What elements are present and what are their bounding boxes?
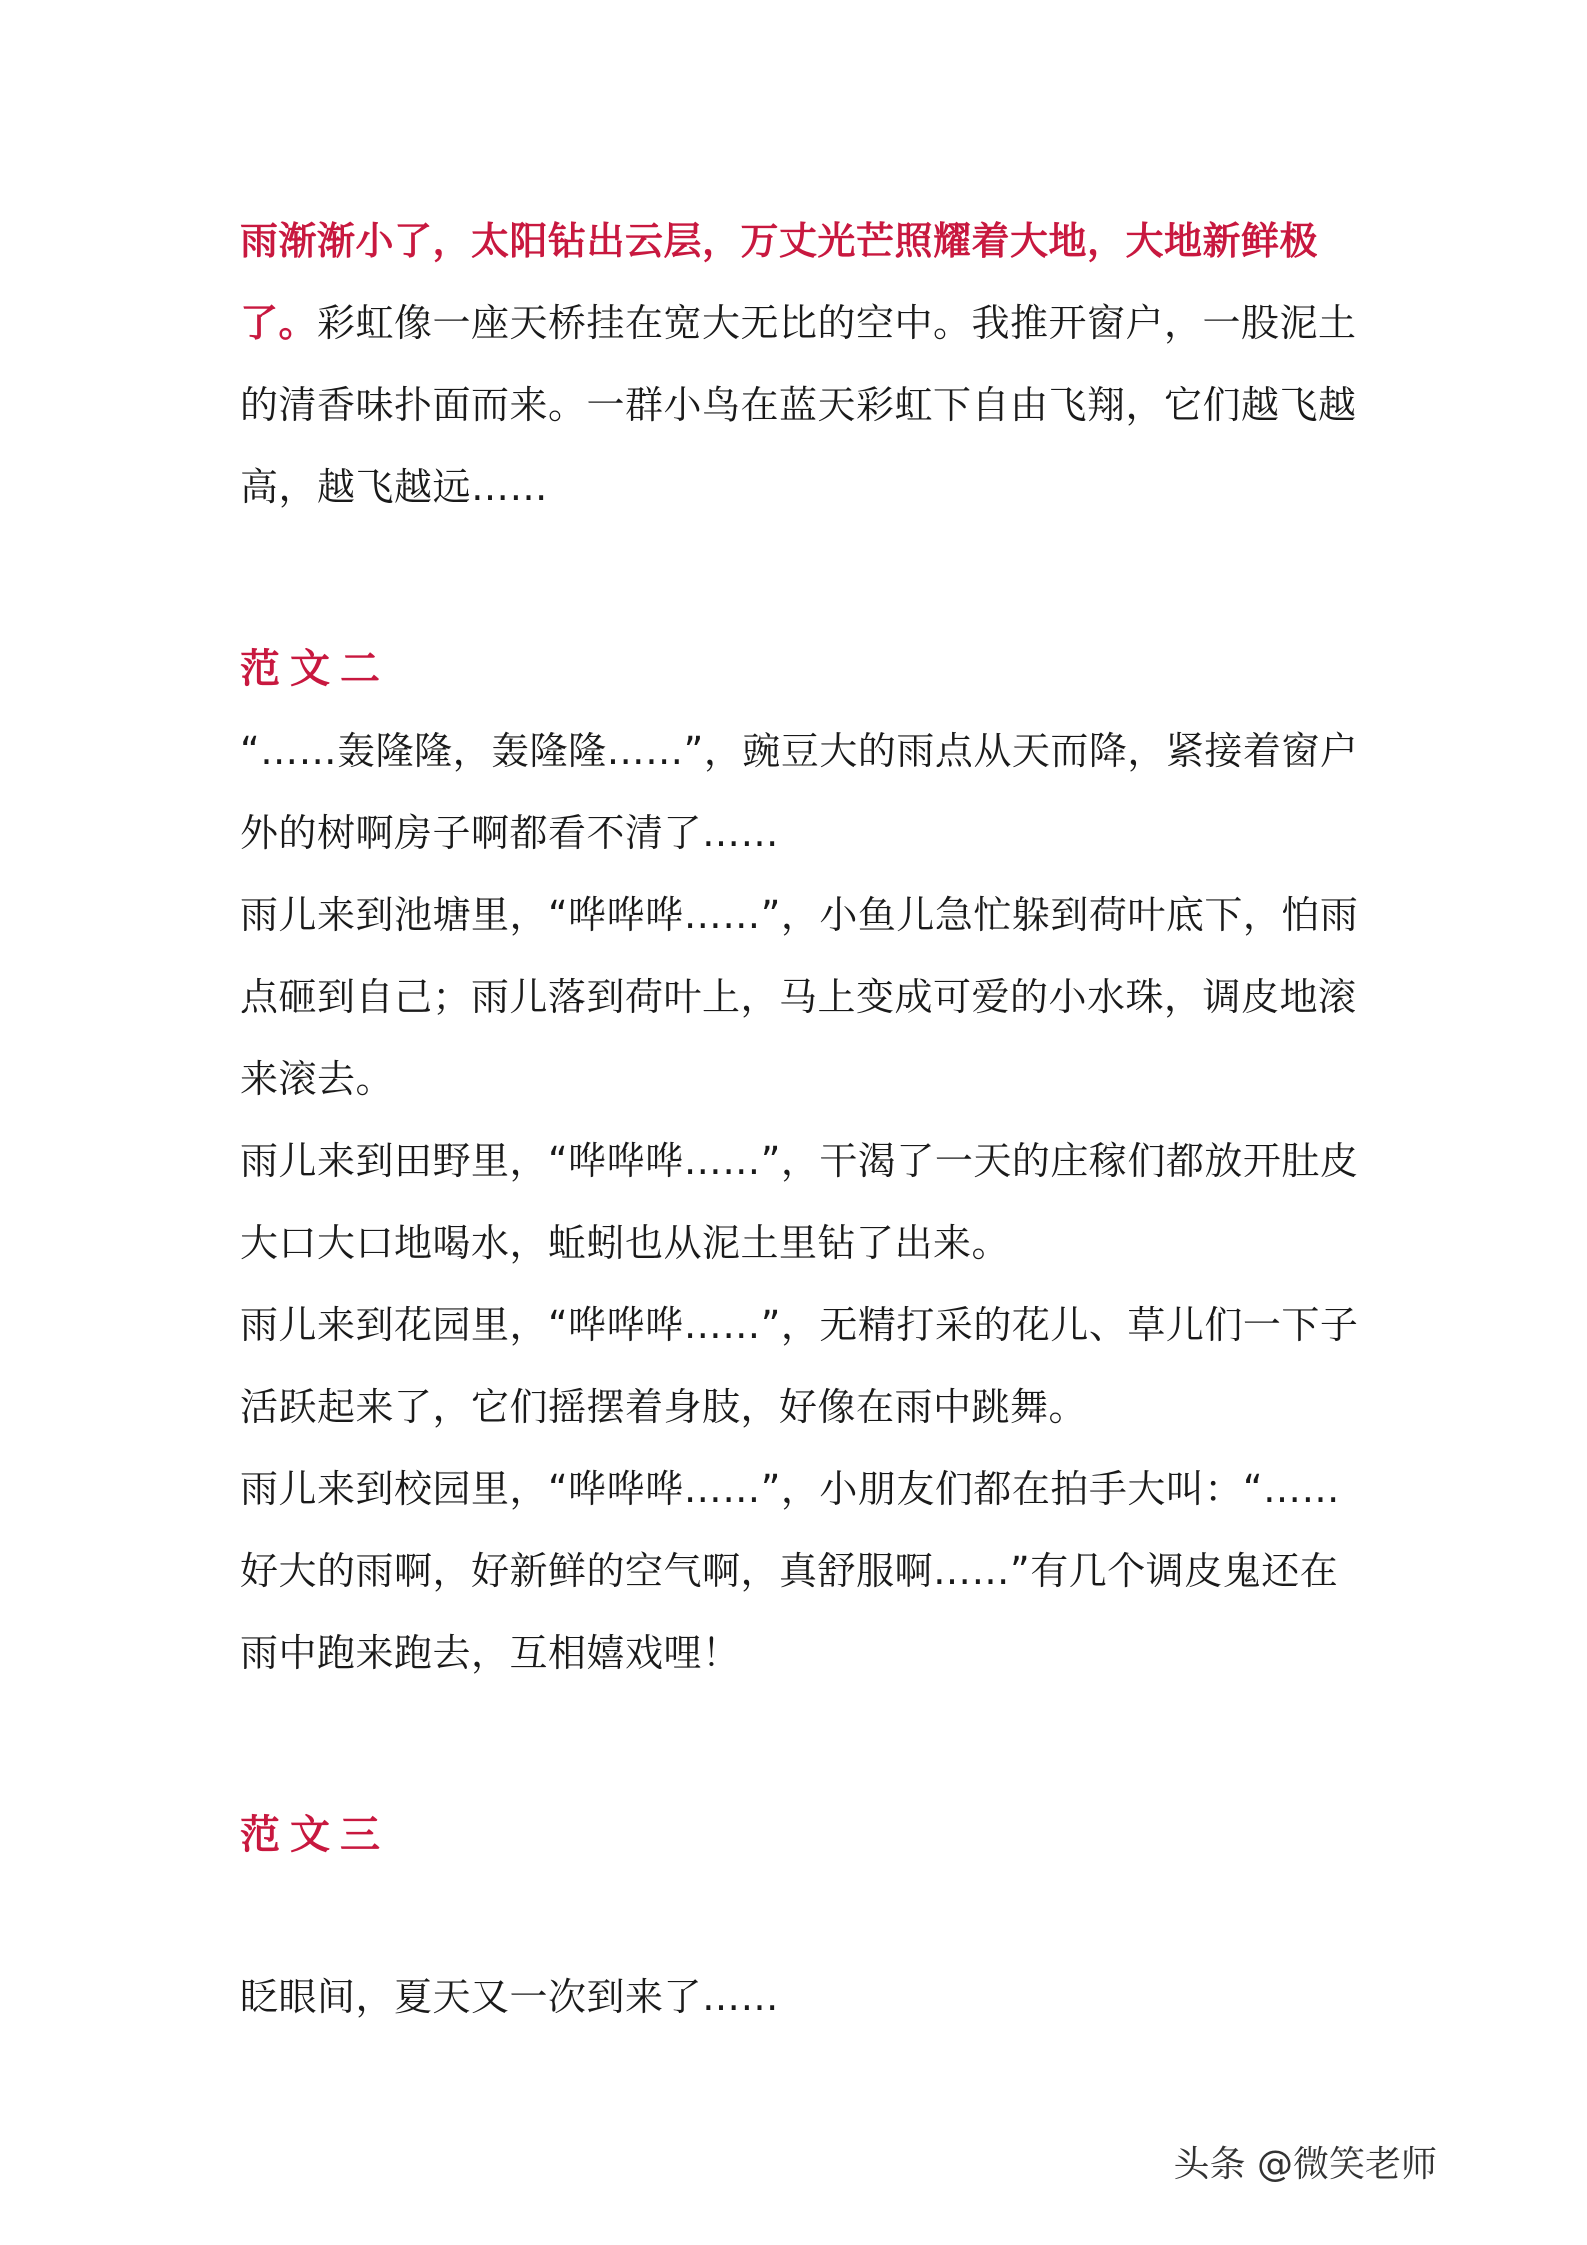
intro-paragraph [240, 200, 1360, 528]
watermark: 头条 @微笑老师 [1173, 2144, 1437, 2185]
section2-paragraph-3: 雨儿来到田野里，“哗哗哗……”，干渴了一天的庄稼们都放开肚皮大口大口地喝水，蚯蚓也从泥土里钻了出来。 [240, 1139, 1359, 1265]
section2-paragraph-4: 雨儿来到花园里，“哗哗哗……”，无精打采的花儿、草儿们一下子活跃起来了，它们摇摆着身肢，好像在雨中跳舞。 [240, 1303, 1359, 1429]
section2-paragraph-1: “……轰隆隆，轰隆隆……”，豌豆大的雨点从天而降，紧接着窗户外的树啊房子啊都看不清了…… [240, 729, 1359, 855]
section2-paragraph-2: 雨儿来到池塘里，“哗哗哗……”，小鱼儿急忙躲到荷叶底下，怕雨点砸到自己；雨儿落到荷叶上，马上变成可爱的小水珠，调皮地滚来滚去。 [240, 893, 1359, 1101]
intro-highlight: 雨渐渐小了，太阳钻出云层，万丈光芒照耀着大地，大地新鲜极了。 [240, 219, 1319, 345]
document-page [240, 200, 1360, 2038]
intro-text: 彩虹像一座天桥挂在宽大无比的空中。我推开窗户，一股泥土的清香味扑面而来。一群小鸟在蓝天彩虹下自由飞翔，它们越飞越高，越飞越远…… [240, 301, 1357, 509]
section-title-2: 范文二 [240, 646, 390, 692]
section3-paragraph-1: 眨眼间，夏天又一次到来了…… [240, 1975, 780, 2019]
section2-paragraph-5: 雨儿来到校园里，“哗哗哗……”，小朋友们都在拍手大叫：“……好大的雨啊，好新鲜的空气啊，真舒服啊……”有几个调皮鬼还在雨中跑来跑去，互相嬉戏哩！ [240, 1467, 1341, 1675]
section-title-3: 范文三 [240, 1812, 390, 1858]
